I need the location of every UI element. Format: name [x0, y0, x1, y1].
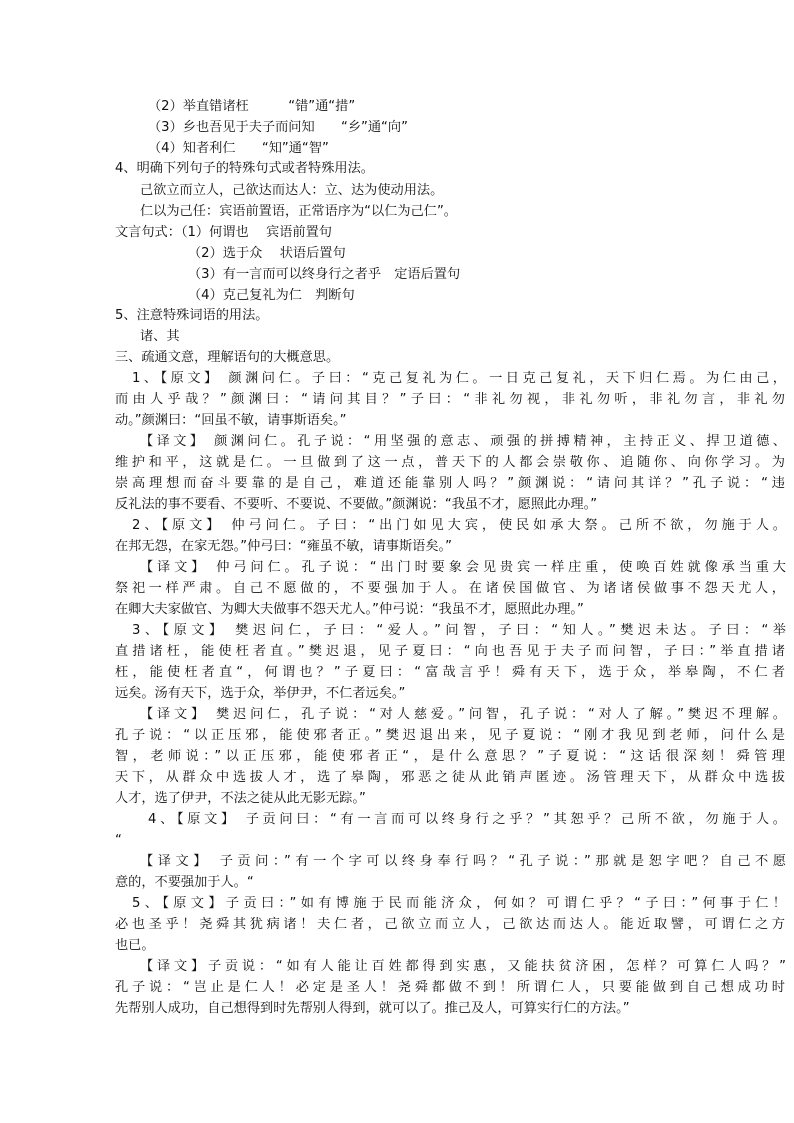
section-heading: 4、明确下列句子的特殊句式或者特殊用法。 [115, 161, 374, 176]
translation-line: 孔子说：“岂止是仁人！必定是圣人！尧舜都做不到！所谓仁人，只要能做到自己想成功时 [115, 980, 785, 995]
passage-line: 2、【原文】 仲弓问仁。子曰：“出门如见大宾，使民如承大祭。己所不欲，勿施于人。 [132, 518, 786, 533]
passage-line: “ [115, 833, 122, 848]
translation-line: 【译文】 颜渊问仁。孔子说：“用坚强的意志、顽强的拼搏精神，主持正义、捍卫道德、 [140, 434, 786, 449]
section-heading: 三、疏通文意，理解语句的大概意思。 [115, 350, 340, 365]
translation-line: 意的，不要强加于人。“ [115, 875, 254, 890]
translation-line: 反礼法的事不要看、不要听、不要说、不要做。”颜渊说：“我虽不才，愿照此办理。” [115, 497, 598, 512]
translation-line: 在卿大夫家做官、为卿大夫做事不怨天尤人。”仲弓说：“我虽不才，愿照此办理。” [115, 602, 584, 617]
translation-line: 孔子说：“以正压邪，能使邪者正。”樊迟退出来，见子夏说：“刚才我见到老师，问什么是 [115, 728, 785, 743]
note-line: （3）有一言而可以终身行之者乎 定语后置句 [188, 267, 461, 282]
note-line: 文言句式：（1）何谓也 宾语前置句 [115, 225, 332, 240]
note-line: 诸、其 [140, 329, 180, 344]
note-line: （4）知者利仁 “知”通“智” [148, 141, 329, 156]
translation-line: 人才，选了伊尹，不法之徒从此无影无踪。” [115, 791, 366, 806]
translation-line: 智，老师说：”以正压邪，能使邪者正“，是什么意思？”子夏说：“这话很深刻！舜管理 [115, 749, 785, 764]
passage-line: 动。”颜渊曰：“回虽不敏，请事斯语矣。” [115, 413, 347, 428]
translation-line: 【译文】子贡说：“如有人能让百姓都得到实惠，又能扶贫济困，怎样？可算仁人吗？” [140, 959, 786, 974]
passage-line: 3、【原文】 樊迟问仁，子曰：“爱人。”问智，子曰：“知人。”樊迟未达。子曰：“举 [132, 623, 786, 638]
note-line: 仁以为己任：宾语前置语，正常语序为“以仁为己仁”。 [140, 204, 457, 219]
passage-line: 1、【原文】 颜渊问仁。子曰：“克己复礼为仁。一日克己复礼，天下归仁焉。为仁由己， [132, 371, 786, 386]
translation-line: 维护和平，这就是仁。一旦做到了这一点，普天下的人都会崇敬你、追随你、向你学习。为 [115, 455, 785, 470]
passage-line: 而由人乎哉？”颜渊曰：“请问其目？”子曰：“非礼勿视，非礼勿听，非礼勿言，非礼勿 [115, 392, 785, 407]
section-heading: 5、注意特殊词语的用法。 [115, 308, 269, 323]
passage-line: 也已。 [115, 938, 155, 953]
passage-line: 枉，能使枉者直“，何谓也？”子夏曰：“富哉言乎！舜有天下，选于众，举皋陶，不仁者 [115, 665, 785, 680]
passage-line: 直措诸枉，能使枉者直。”樊迟退，见子夏曰：“向也吾见于夫子而问智，子曰：”举直措诸 [115, 644, 785, 659]
passage-line: 5、【原文】子贡曰：”如有博施于民而能济众，何如？可谓仁乎？“子曰：”何事于仁！ [132, 896, 786, 911]
translation-line: 【译文】 樊迟问仁，孔子说：“对人慈爱。”问智，孔子说：“对人了解。”樊迟不理解。 [140, 707, 786, 722]
translation-line: 天下，从群众中选拔人才，选了皋陶，邪恶之徒从此销声匿迹。汤管理天下，从群众中选拔 [115, 770, 785, 785]
translation-line: 崇高理想而奋斗要靠的是自己，难道还能靠别人吗？”颜渊说：“请问其详？”孔子说：“违 [115, 476, 785, 491]
passage-line: 在邦无怨，在家无怨。”仲弓曰：“雍虽不敏，请事斯语矣。” [115, 539, 452, 554]
note-line: （2）举直错诸枉 “错”通“措” [148, 99, 356, 114]
translation-line: 【译文】 仲弓问仁。孔子说：“出门时要象会见贵宾一样庄重，使唤百姓就像承当重大 [140, 560, 786, 575]
passage-line: 必也圣乎！尧舜其犹病诸！夫仁者，己欲立而立人，己欲达而达人。能近取譬，可谓仁之方 [115, 917, 785, 932]
translation-line: 先帮别人成功，自己想得到时先帮别人得到，就可以了。推己及人，可算实行仁的方法。” [115, 1001, 630, 1016]
note-line: 己欲立而立人，己欲达而达人：立、达为使动用法。 [140, 183, 444, 198]
note-line: （3）乡也吾见于夫子而问知 “乡”通“向” [148, 120, 408, 135]
note-line: （2）选于众 状语后置句 [188, 246, 346, 261]
passage-line: 4、【原文】 子贡问曰：“有一言而可以终身行之乎？”其恕乎？己所不欲，勿施于人。 [148, 812, 786, 827]
translation-line: 【译文】 子贡问：”有一个字可以终身奉行吗？“孔子说：”那就是恕字吧？自己不愿 [140, 854, 786, 869]
passage-line: 远矣。汤有天下，选于众，举伊尹，不仁者远矣。” [115, 686, 406, 701]
note-line: （4）克己复礼为仁 判断句 [188, 288, 355, 303]
translation-line: 祭祀一样严肃。自己不愿做的，不要强加于人。在诸侯国做官、为诸诸侯做事不怨天尤人， [115, 581, 785, 596]
